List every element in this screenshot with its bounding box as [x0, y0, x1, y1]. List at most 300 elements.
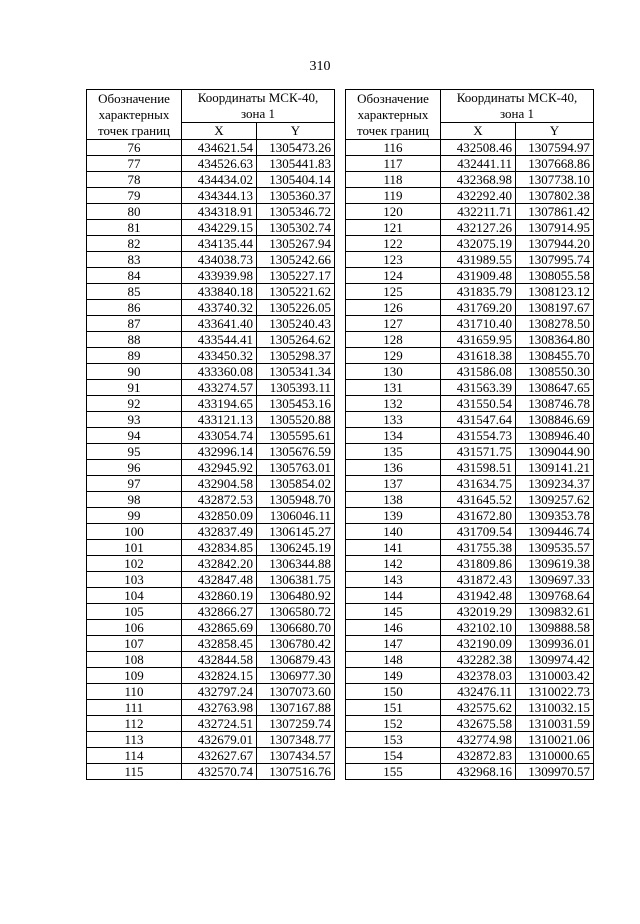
table-row — [87, 684, 335, 700]
y-coordinate-cell: 1307348.77 — [257, 732, 335, 748]
point-number-cell: 152 — [346, 716, 441, 732]
table-row — [346, 364, 594, 380]
y-coordinate-cell: 1305240.43 — [257, 316, 335, 332]
y-coordinate-cell: 1309619.38 — [516, 556, 594, 572]
table-row — [346, 444, 594, 460]
coordinates-header-line1: Координаты МСК-40, — [456, 90, 578, 105]
table-row — [87, 732, 335, 748]
table-row — [87, 140, 335, 156]
y-coordinate-cell: 1305298.37 — [257, 348, 335, 364]
x-coordinate-cell: 433840.18 — [182, 284, 257, 300]
x-coordinate-cell: 432679.01 — [182, 732, 257, 748]
table-row — [87, 380, 335, 396]
point-designation-header-line2: характерных — [357, 106, 429, 122]
table-row — [346, 636, 594, 652]
x-coordinate-cell: 432127.26 — [441, 220, 516, 236]
point-number-cell: 110 — [87, 684, 182, 700]
table-row — [87, 172, 335, 188]
point-number-cell: 88 — [87, 332, 182, 348]
y-coordinate-cell: 1305242.66 — [257, 252, 335, 268]
point-number-cell: 119 — [346, 188, 441, 204]
point-number-cell: 144 — [346, 588, 441, 604]
y-coordinate-cell: 1307167.88 — [257, 700, 335, 716]
x-coordinate-cell: 431672.80 — [441, 508, 516, 524]
x-coordinate-cell: 432865.69 — [182, 620, 257, 636]
table-row — [346, 412, 594, 428]
point-number-cell: 105 — [87, 604, 182, 620]
point-number-cell: 87 — [87, 316, 182, 332]
point-number-cell: 122 — [346, 236, 441, 252]
y-coordinate-cell: 1308846.69 — [516, 412, 594, 428]
point-number-cell: 97 — [87, 476, 182, 492]
table-row — [346, 668, 594, 684]
table-row — [346, 476, 594, 492]
y-coordinate-cell: 1305441.83 — [257, 156, 335, 172]
table-row — [87, 268, 335, 284]
coordinates-table-right-body — [346, 140, 594, 780]
x-coordinate-cell: 432292.40 — [441, 188, 516, 204]
x-coordinate-cell: 432996.14 — [182, 444, 257, 460]
x-coordinate-cell: 431835.79 — [441, 284, 516, 300]
table-row — [346, 140, 594, 156]
y-coordinate-cell: 1309446.74 — [516, 524, 594, 540]
y-coordinate-cell: 1308197.67 — [516, 300, 594, 316]
y-coordinate-cell: 1309974.42 — [516, 652, 594, 668]
point-number-cell: 154 — [346, 748, 441, 764]
y-coordinate-cell: 1307073.60 — [257, 684, 335, 700]
x-coordinate-cell: 432844.58 — [182, 652, 257, 668]
table-row — [87, 476, 335, 492]
y-coordinate-cell: 1305227.17 — [257, 268, 335, 284]
table-row — [346, 172, 594, 188]
x-coordinate-cell: 431645.52 — [441, 492, 516, 508]
table-row — [87, 364, 335, 380]
point-designation-header-line1: Обозначение — [357, 90, 429, 106]
table-row — [346, 460, 594, 476]
x-coordinate-cell: 432102.10 — [441, 620, 516, 636]
table-row — [87, 252, 335, 268]
point-number-cell: 133 — [346, 412, 441, 428]
point-number-cell: 89 — [87, 348, 182, 364]
x-coordinate-cell: 431710.40 — [441, 316, 516, 332]
point-number-cell: 104 — [87, 588, 182, 604]
table-row — [87, 460, 335, 476]
y-coordinate-cell: 1309353.78 — [516, 508, 594, 524]
point-number-cell: 137 — [346, 476, 441, 492]
point-number-cell: 143 — [346, 572, 441, 588]
table-row — [87, 316, 335, 332]
point-number-cell: 134 — [346, 428, 441, 444]
x-coordinate-cell: 433274.57 — [182, 380, 257, 396]
point-number-cell: 136 — [346, 460, 441, 476]
table-row — [346, 524, 594, 540]
x-coordinate-cell: 431554.73 — [441, 428, 516, 444]
y-coordinate-cell: 1308647.65 — [516, 380, 594, 396]
y-coordinate-cell: 1305393.11 — [257, 380, 335, 396]
y-coordinate-cell: 1305226.05 — [257, 300, 335, 316]
point-number-cell: 131 — [346, 380, 441, 396]
x-coordinate-cell: 432627.67 — [182, 748, 257, 764]
x-coordinate-cell: 431547.64 — [441, 412, 516, 428]
coordinates-header-line2: зона 1 — [240, 106, 276, 121]
y-coordinate-cell: 1305520.88 — [257, 412, 335, 428]
table-row — [87, 668, 335, 684]
table-row — [87, 572, 335, 588]
table-row — [87, 412, 335, 428]
point-number-cell: 120 — [346, 204, 441, 220]
x-coordinate-cell: 432019.29 — [441, 604, 516, 620]
point-number-cell: 116 — [346, 140, 441, 156]
x-coordinate-cell: 432904.58 — [182, 476, 257, 492]
y-coordinate-cell: 1309768.64 — [516, 588, 594, 604]
y-coordinate-cell: 1307516.76 — [257, 764, 335, 780]
y-coordinate-cell: 1308550.30 — [516, 364, 594, 380]
point-number-cell: 123 — [346, 252, 441, 268]
x-coordinate-cell: 432368.98 — [441, 172, 516, 188]
table-row — [346, 540, 594, 556]
y-coordinate-cell: 1305595.61 — [257, 428, 335, 444]
x-coordinate-cell: 432968.16 — [441, 764, 516, 780]
table-row — [87, 556, 335, 572]
x-coordinate-cell: 431769.20 — [441, 300, 516, 316]
point-designation-header — [346, 90, 441, 140]
y-column-header: Y — [516, 123, 594, 140]
table-row — [346, 620, 594, 636]
table-row — [87, 220, 335, 236]
x-coordinate-cell: 434344.13 — [182, 188, 257, 204]
y-coordinate-cell: 1308123.12 — [516, 284, 594, 300]
y-coordinate-cell: 1305854.02 — [257, 476, 335, 492]
table-row — [87, 636, 335, 652]
y-coordinate-cell: 1305267.94 — [257, 236, 335, 252]
x-coordinate-cell: 432837.49 — [182, 524, 257, 540]
point-number-cell: 125 — [346, 284, 441, 300]
y-coordinate-cell: 1305302.74 — [257, 220, 335, 236]
table-row — [87, 444, 335, 460]
x-coordinate-cell: 432866.27 — [182, 604, 257, 620]
y-coordinate-cell: 1307594.97 — [516, 140, 594, 156]
table-row — [87, 524, 335, 540]
x-coordinate-cell: 433194.65 — [182, 396, 257, 412]
point-number-cell: 96 — [87, 460, 182, 476]
y-coordinate-cell: 1305948.70 — [257, 492, 335, 508]
x-coordinate-cell: 432860.19 — [182, 588, 257, 604]
point-designation-header-line3: точек границ — [97, 122, 171, 138]
table-row — [87, 428, 335, 444]
x-coordinate-cell: 433360.08 — [182, 364, 257, 380]
point-number-cell: 84 — [87, 268, 182, 284]
point-number-cell: 103 — [87, 572, 182, 588]
x-coordinate-cell: 433544.41 — [182, 332, 257, 348]
y-coordinate-cell: 1305360.37 — [257, 188, 335, 204]
table-row — [87, 492, 335, 508]
x-coordinate-cell: 432763.98 — [182, 700, 257, 716]
table-row — [346, 348, 594, 364]
x-coordinate-cell: 434038.73 — [182, 252, 257, 268]
table-row — [346, 156, 594, 172]
table-row — [87, 652, 335, 668]
y-coordinate-cell: 1309141.21 — [516, 460, 594, 476]
point-number-cell: 98 — [87, 492, 182, 508]
point-number-cell: 117 — [346, 156, 441, 172]
y-coordinate-cell: 1305346.72 — [257, 204, 335, 220]
point-number-cell: 138 — [346, 492, 441, 508]
y-coordinate-cell: 1307995.74 — [516, 252, 594, 268]
y-coordinate-cell: 1306245.19 — [257, 540, 335, 556]
x-coordinate-cell: 431872.43 — [441, 572, 516, 588]
x-coordinate-cell: 432858.45 — [182, 636, 257, 652]
x-coordinate-cell: 431586.08 — [441, 364, 516, 380]
point-number-cell: 101 — [87, 540, 182, 556]
y-coordinate-cell: 1309970.57 — [516, 764, 594, 780]
point-number-cell: 155 — [346, 764, 441, 780]
point-number-cell: 145 — [346, 604, 441, 620]
x-coordinate-cell: 432834.85 — [182, 540, 257, 556]
y-coordinate-cell: 1309257.62 — [516, 492, 594, 508]
point-designation-header — [87, 90, 182, 140]
x-coordinate-cell: 432842.20 — [182, 556, 257, 572]
point-number-cell: 76 — [87, 140, 182, 156]
point-number-cell: 140 — [346, 524, 441, 540]
x-coordinate-cell: 433641.40 — [182, 316, 257, 332]
point-number-cell: 85 — [87, 284, 182, 300]
point-number-cell: 118 — [346, 172, 441, 188]
y-coordinate-cell: 1305404.14 — [257, 172, 335, 188]
x-coordinate-cell: 434526.63 — [182, 156, 257, 172]
x-coordinate-cell: 432872.83 — [441, 748, 516, 764]
y-column-header: Y — [257, 123, 335, 140]
y-coordinate-cell: 1308455.70 — [516, 348, 594, 364]
table-row — [346, 556, 594, 572]
table-row — [346, 396, 594, 412]
point-number-cell: 127 — [346, 316, 441, 332]
point-number-cell: 129 — [346, 348, 441, 364]
point-number-cell: 139 — [346, 508, 441, 524]
x-coordinate-cell: 431571.75 — [441, 444, 516, 460]
point-number-cell: 115 — [87, 764, 182, 780]
x-coordinate-cell: 433121.13 — [182, 412, 257, 428]
table-row — [87, 748, 335, 764]
table-row — [87, 300, 335, 316]
table-row — [346, 748, 594, 764]
x-coordinate-cell: 433054.74 — [182, 428, 257, 444]
x-coordinate-cell: 432724.51 — [182, 716, 257, 732]
y-coordinate-cell: 1310021.06 — [516, 732, 594, 748]
y-coordinate-cell: 1308946.40 — [516, 428, 594, 444]
y-coordinate-cell: 1305676.59 — [257, 444, 335, 460]
y-coordinate-cell: 1306780.42 — [257, 636, 335, 652]
x-coordinate-cell: 434135.44 — [182, 236, 257, 252]
x-coordinate-cell: 432441.11 — [441, 156, 516, 172]
point-number-cell: 142 — [346, 556, 441, 572]
x-coordinate-cell: 432211.71 — [441, 204, 516, 220]
x-coordinate-cell: 431563.39 — [441, 380, 516, 396]
coordinates-table-right — [345, 89, 594, 780]
x-coordinate-cell: 434434.02 — [182, 172, 257, 188]
y-coordinate-cell: 1306580.72 — [257, 604, 335, 620]
x-coordinate-cell: 431755.38 — [441, 540, 516, 556]
y-coordinate-cell: 1309535.57 — [516, 540, 594, 556]
table-row — [87, 700, 335, 716]
y-coordinate-cell: 1306480.92 — [257, 588, 335, 604]
table-row — [346, 588, 594, 604]
table-row — [87, 156, 335, 172]
point-number-cell: 92 — [87, 396, 182, 412]
table-row — [346, 508, 594, 524]
point-number-cell: 114 — [87, 748, 182, 764]
y-coordinate-cell: 1308055.58 — [516, 268, 594, 284]
point-designation-header-line1: Обозначение — [98, 90, 170, 106]
point-number-cell: 111 — [87, 700, 182, 716]
y-coordinate-cell: 1306046.11 — [257, 508, 335, 524]
y-coordinate-cell: 1306977.30 — [257, 668, 335, 684]
x-coordinate-cell: 432797.24 — [182, 684, 257, 700]
point-number-cell: 149 — [346, 668, 441, 684]
y-coordinate-cell: 1308746.78 — [516, 396, 594, 412]
table-row — [87, 716, 335, 732]
y-coordinate-cell: 1310032.15 — [516, 700, 594, 716]
y-coordinate-cell: 1306145.27 — [257, 524, 335, 540]
point-number-cell: 106 — [87, 620, 182, 636]
table-row — [346, 604, 594, 620]
table-row — [87, 188, 335, 204]
x-coordinate-cell: 431550.54 — [441, 396, 516, 412]
x-coordinate-cell: 432945.92 — [182, 460, 257, 476]
y-coordinate-cell: 1307944.20 — [516, 236, 594, 252]
x-coordinate-cell: 431989.55 — [441, 252, 516, 268]
y-coordinate-cell: 1309832.61 — [516, 604, 594, 620]
y-coordinate-cell: 1309936.01 — [516, 636, 594, 652]
point-number-cell: 77 — [87, 156, 182, 172]
coordinates-header — [441, 90, 594, 123]
y-coordinate-cell: 1306344.88 — [257, 556, 335, 572]
point-number-cell: 146 — [346, 620, 441, 636]
table-row — [346, 764, 594, 780]
y-coordinate-cell: 1307434.57 — [257, 748, 335, 764]
y-coordinate-cell: 1309697.33 — [516, 572, 594, 588]
point-number-cell: 81 — [87, 220, 182, 236]
table-row — [87, 588, 335, 604]
table-row — [346, 716, 594, 732]
x-coordinate-cell: 433939.98 — [182, 268, 257, 284]
page-number: 310 — [309, 59, 331, 74]
x-coordinate-cell: 431709.54 — [441, 524, 516, 540]
table-row — [346, 684, 594, 700]
x-coordinate-cell: 432872.53 — [182, 492, 257, 508]
y-coordinate-cell: 1305473.26 — [257, 140, 335, 156]
y-coordinate-cell: 1305763.01 — [257, 460, 335, 476]
y-coordinate-cell: 1309234.37 — [516, 476, 594, 492]
table-row — [346, 316, 594, 332]
coordinates-header-line2: зона 1 — [499, 106, 535, 121]
coordinates-table-left-body — [87, 140, 335, 780]
coordinates-header — [182, 90, 335, 123]
point-number-cell: 86 — [87, 300, 182, 316]
point-number-cell: 150 — [346, 684, 441, 700]
point-number-cell: 91 — [87, 380, 182, 396]
table-row — [87, 204, 335, 220]
y-coordinate-cell: 1306680.70 — [257, 620, 335, 636]
point-number-cell: 135 — [346, 444, 441, 460]
table-row — [87, 604, 335, 620]
point-number-cell: 90 — [87, 364, 182, 380]
y-coordinate-cell: 1307259.74 — [257, 716, 335, 732]
table-row — [87, 620, 335, 636]
x-coordinate-cell: 432476.11 — [441, 684, 516, 700]
y-coordinate-cell: 1305341.34 — [257, 364, 335, 380]
x-coordinate-cell: 432190.09 — [441, 636, 516, 652]
y-coordinate-cell: 1307802.38 — [516, 188, 594, 204]
y-coordinate-cell: 1310000.65 — [516, 748, 594, 764]
point-number-cell: 113 — [87, 732, 182, 748]
point-number-cell: 94 — [87, 428, 182, 444]
table-row — [87, 236, 335, 252]
table-row — [87, 540, 335, 556]
x-coordinate-cell: 434621.54 — [182, 140, 257, 156]
x-coordinate-cell: 432847.48 — [182, 572, 257, 588]
point-number-cell: 83 — [87, 252, 182, 268]
y-coordinate-cell: 1307861.42 — [516, 204, 594, 220]
x-coordinate-cell: 432774.98 — [441, 732, 516, 748]
y-coordinate-cell: 1307738.10 — [516, 172, 594, 188]
y-coordinate-cell: 1307914.95 — [516, 220, 594, 236]
y-coordinate-cell: 1309888.58 — [516, 620, 594, 636]
table-row — [346, 332, 594, 348]
y-coordinate-cell: 1310003.42 — [516, 668, 594, 684]
x-coordinate-cell: 431809.86 — [441, 556, 516, 572]
table-row — [346, 236, 594, 252]
point-number-cell: 147 — [346, 636, 441, 652]
point-designation-header-line3: точек границ — [356, 122, 430, 138]
table-row — [346, 252, 594, 268]
x-coordinate-cell: 431618.38 — [441, 348, 516, 364]
x-column-header: X — [182, 123, 257, 140]
table-row — [346, 380, 594, 396]
point-number-cell: 93 — [87, 412, 182, 428]
point-number-cell: 148 — [346, 652, 441, 668]
point-number-cell: 126 — [346, 300, 441, 316]
table-row — [346, 492, 594, 508]
x-coordinate-cell: 431598.51 — [441, 460, 516, 476]
x-coordinate-cell: 432575.62 — [441, 700, 516, 716]
table-row — [346, 732, 594, 748]
x-coordinate-cell: 433450.32 — [182, 348, 257, 364]
x-column-header: X — [441, 123, 516, 140]
x-coordinate-cell: 432075.19 — [441, 236, 516, 252]
x-coordinate-cell: 431909.48 — [441, 268, 516, 284]
point-number-cell: 99 — [87, 508, 182, 524]
table-row — [346, 204, 594, 220]
table-row — [346, 220, 594, 236]
point-number-cell: 79 — [87, 188, 182, 204]
point-number-cell: 128 — [346, 332, 441, 348]
point-number-cell: 100 — [87, 524, 182, 540]
point-number-cell: 102 — [87, 556, 182, 572]
x-coordinate-cell: 431634.75 — [441, 476, 516, 492]
point-number-cell: 112 — [87, 716, 182, 732]
point-number-cell: 151 — [346, 700, 441, 716]
x-coordinate-cell: 434229.15 — [182, 220, 257, 236]
y-coordinate-cell: 1308364.80 — [516, 332, 594, 348]
table-row — [87, 348, 335, 364]
table-row — [346, 284, 594, 300]
x-coordinate-cell: 434318.91 — [182, 204, 257, 220]
y-coordinate-cell: 1307668.86 — [516, 156, 594, 172]
x-coordinate-cell: 432378.03 — [441, 668, 516, 684]
table-row — [346, 188, 594, 204]
x-coordinate-cell: 433740.32 — [182, 300, 257, 316]
point-number-cell: 82 — [87, 236, 182, 252]
